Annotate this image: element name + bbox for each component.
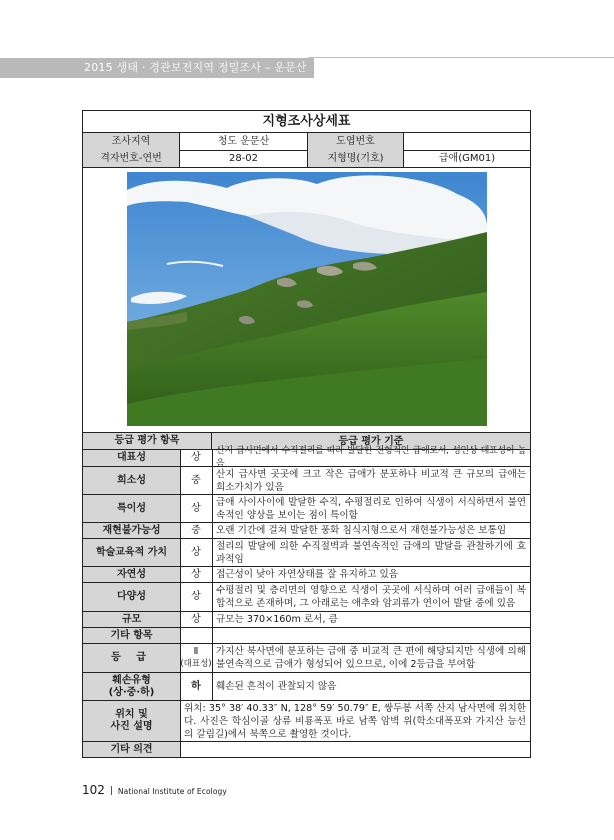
location-label-2: 사진 설명 xyxy=(110,721,153,732)
row-text: 절리의 발달에 의한 수직절벽과 불연속적인 급애의 발달을 관찰하기에 효과적임 xyxy=(216,540,526,565)
row-naturalness xyxy=(83,567,530,583)
row-academic-value xyxy=(83,539,530,567)
row-text: 가지산 북사면에 분포하는 급애 중 비교적 큰 편에 해당되지만 식생에 의해 불연속적으로 급애가 형성되어 있으므로, 이에 2등급을 부여함 xyxy=(216,646,526,670)
eval-items-header: 등급 평가 항목 xyxy=(83,433,212,449)
row-grade: 상 xyxy=(180,450,213,466)
row-damage xyxy=(83,673,530,701)
row-text: 오랜 기간에 걸쳐 발달한 풍화 침식지형으로서 재현불가능성은 보통임 xyxy=(216,525,507,536)
row-text xyxy=(184,742,526,757)
running-title: 2015 생태 · 경관보전지역 정밀조사 – 운문산 xyxy=(84,61,307,74)
row-label: 희소성 xyxy=(83,467,181,494)
damage-label-2: (상·중·하) xyxy=(108,686,155,698)
page-footer xyxy=(82,783,227,797)
survey-area-label: 조사지역 xyxy=(83,133,180,150)
row-label: 기타 항목 xyxy=(83,628,181,643)
row-label: 등 급 xyxy=(83,644,181,672)
row-other-items xyxy=(83,628,530,644)
map-number-label: 도엽번호 xyxy=(308,133,404,150)
row-label: 기타 의견 xyxy=(83,742,181,757)
photo-cell xyxy=(83,168,530,433)
row-grade-summary xyxy=(83,644,530,673)
row-text xyxy=(216,628,526,643)
row-grade: 상 xyxy=(180,583,213,611)
row-rarity xyxy=(83,467,530,495)
landform-label: 지형명(기호) xyxy=(308,150,404,167)
row-text: 훼손된 흔적이 관찰되지 않음 xyxy=(216,681,337,692)
damage-label-1: 훼손유형 xyxy=(112,674,151,686)
row-text: 규모는 370×160m 로서, 큼 xyxy=(216,614,338,625)
row-text: 위치: 35° 38′ 40.33″ N, 128° 59′ 50.79″ E, 쌍두봉 서쪽 산지 남사면에 위치한다. 사진은 학심이골 상류 비룡폭포 바로 남쪽 암벽 위(학소대폭포와 가지산 능선의 갈림길)에서 북쪽으로 촬영한 것이다. xyxy=(184,702,526,740)
row-grade: 상 xyxy=(180,567,213,582)
footer-separator xyxy=(111,786,112,795)
header-rule xyxy=(308,57,614,58)
grade-sub: (대표성) xyxy=(180,659,212,669)
sheet-title: 지형조사상세표 xyxy=(83,111,530,133)
institute-name: National Institute of Ecology xyxy=(117,787,227,796)
survey-area-value: 청도 운문산 xyxy=(180,133,308,150)
eval-criteria-header: 등급 평가 기준 xyxy=(212,433,530,449)
row-other-opinion xyxy=(83,742,530,757)
row-grade xyxy=(180,644,213,672)
survey-sheet xyxy=(82,110,531,758)
row-irreproducibility xyxy=(83,523,530,539)
map-number-value xyxy=(404,133,530,150)
row-grade xyxy=(180,628,213,643)
page-number: 102 xyxy=(82,783,105,797)
row-diversity xyxy=(83,583,530,612)
row-label: 규모 xyxy=(83,612,181,627)
row-label: 학술교육적 가치 xyxy=(83,539,181,566)
mountain-cliff-photo xyxy=(127,172,487,426)
row-text: 접근성이 낮아 자연상태를 잘 유지하고 있음 xyxy=(216,569,399,580)
info-row-2 xyxy=(83,150,530,168)
row-grade: 중 xyxy=(180,523,213,538)
location-label-1: 위치 및 xyxy=(115,709,148,720)
row-text: 산지 급사면 곳곳에 크고 작은 급애가 분포하나 비교적 큰 규모의 급애는 희소가치가 있음 xyxy=(216,468,526,493)
row-grade: 상 xyxy=(180,539,213,566)
row-grade: 상 xyxy=(180,495,213,522)
row-label: 자연성 xyxy=(83,567,181,582)
row-text: 급애 사이사이에 발달한 수직, 수평절리로 인하여 식생이 서식하면서 불연속적인 양상을 보이는 점이 특이함 xyxy=(216,496,526,521)
row-text: 산지 급사면에서 수직절리를 따라 발달한 전형적인 급애로서, 성인상 대표성이 높음 xyxy=(216,446,526,469)
row-representativeness xyxy=(83,446,530,469)
row-label: 대표성 xyxy=(83,450,181,466)
row-grade: 중 xyxy=(180,467,213,494)
row-label xyxy=(83,701,181,741)
landform-value: 급애(GM01) xyxy=(438,153,496,164)
row-label xyxy=(83,673,181,700)
row-label: 다양성 xyxy=(83,583,181,611)
grid-label: 격자번호-연번 xyxy=(83,150,180,167)
grid-value: 28-02 xyxy=(180,150,308,167)
row-label: 특이성 xyxy=(83,495,181,522)
row-grade: 하 xyxy=(180,673,213,700)
row-location xyxy=(83,701,530,742)
info-row-1 xyxy=(83,133,530,151)
row-scale xyxy=(83,612,530,628)
row-grade: 상 xyxy=(180,612,213,627)
grade-main: Ⅱ xyxy=(193,646,199,657)
row-text: 수평절리 및 층리면의 영향으로 식생이 곳곳에 서식하며 여러 급애들이 복합적으로 존재하며, 그 아래로는 애추와 암괴류가 연이어 발달 중에 있음 xyxy=(216,585,526,609)
row-peculiarity xyxy=(83,495,530,523)
row-label: 재현불가능성 xyxy=(83,523,181,538)
